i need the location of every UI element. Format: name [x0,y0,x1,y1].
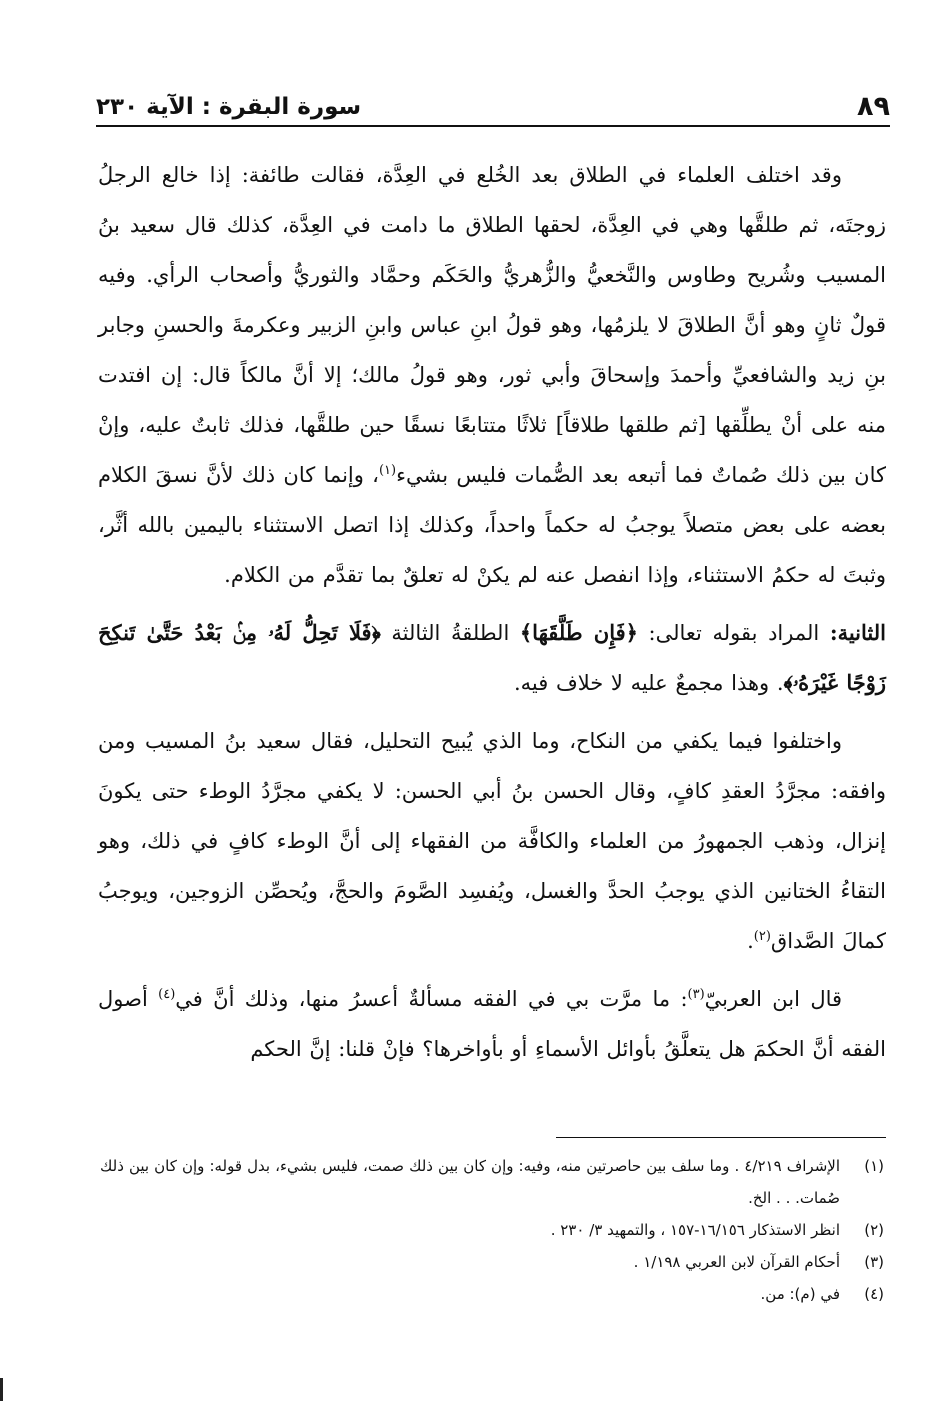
paragraph-2 [98,608,886,708]
paragraph-2-text-a: المراد بقوله تعالى: [637,621,830,645]
quran-quote-1: ﴿فَإِن طَلَّقَهَا﴾ [519,620,638,645]
paragraph-3-text: واختلفوا فيما يكفي من النكاح، وما الذي يُبيح التحليل، فقال سعيد بنُ المسيب ومن وافقه: مجرَّدُ العقدِ كافٍ، وقال الحسن بنُ أبي الحسن: لا يكفي مجرَّدُ الوطء حتى يكونَ إنزال، وذهب الجمهورُ من العلماء والكافَّة من الفقهاء إلى أنَّ الوطء كافٍ في ذلك، وهو التقاءُ الختانين الذي يوجبُ الحدَّ والغسل، ويُفسِد الصَّومَ والحجَّ، ويُحصِّن الزوجين، ويوجبُ كمالَ الصَّداق [98,729,886,953]
paragraph-4-text-b: : ما مرَّت بي في الفقه مسألةٌ أعسرُ منها، وذلك أنَّ في [175,987,688,1011]
paragraph-3 [98,716,886,966]
scan-edge-mark [0,1378,3,1401]
footnotes [100,1150,884,1310]
footnote-number: (١) [864,1157,884,1175]
quran-quote-2: ﴿فَلَا تَحِلُّ لَهُۥ مِنۢ بَعْدُ حَتَّىٰ تَنكِحَ زَوْجًا غَيْرَهُۥ﴾ [98,620,886,695]
page-header [96,78,890,122]
footnote-text: انظر الاستذكار ١٦/١٥٦-١٥٧ ، والتمهيد ٣/ ٢٣٠ . [550,1221,840,1239]
footnote-rule [556,1137,886,1138]
running-head: سورة البقرة : الآية ٢٣٠ [96,94,362,120]
paragraph-4 [98,974,886,1074]
paragraph-2-lead: الثانية: [829,620,886,645]
footnote-text: أحكام القرآن لابن العربي ١/١٩٨ . [633,1253,840,1271]
paragraph-1 [98,150,886,600]
paragraph-2-text-c: . وهذا مجمعٌ عليه لا خلاف فيه. [513,671,784,695]
footnote [100,1150,884,1214]
paragraph-4-text-a: قال ابن العربيّ [704,987,843,1011]
page-number: ٨٩ [857,91,890,122]
paragraph-2-text-b: الطلقةُ الثالثة [380,621,520,645]
footnote-number: (٢) [864,1221,884,1239]
footnote-ref-1: (١) [378,463,397,478]
footnote [100,1278,884,1310]
paragraph-1-tail: ، وإنما كان ذلك لأنَّ نسقَ الكلام بعضه على بعض متصلاً يوجبُ له حكماً واحداً، وكذلك إذا اتصل الاستثناء باليمين بالله أثَّر، وثبتَ له حكمُ الاستثناء، وإذا انفصل عنه لم يكنْ له تعلقٌ بما تقدَّم من الكلام. [98,463,886,587]
footnote-text: الإشراف ٤/٢١٩ . وما سلف بين حاصرتين منه، وفيه: وإن كان بين ذلك صمت، فليس بشيء، بدل قوله: وإن كان بين ذلك صُمات. . . الخ. [100,1157,840,1207]
footnote-ref-2: (٢) [753,929,771,944]
footnote [100,1246,884,1278]
paragraph-1-text: وقد اختلف العلماء في الطلاق بعد الخُلع في العِدَّة، فقالت طائفة: إذا خالع الرجلُ زوجتَه، ثم طلقَّها وهي في العِدَّة، لحقها الطلاق ما دامت في العِدَّة، كذلك قال سعيد بنُ المسيب وشُريح وطاوس والنَّخعيُّ والزُّهريُّ والحَكَم وحمَّاد والثوريُّ وأصحاب الرأي. وفيه قولٌ ثانٍ وهو أنَّ الطلاقَ لا يلزمُها، وهو قولُ ابنِ عباس وابنِ الزبير وعكرمةَ والحسنِ وجابر بنِ زيد والشافعيِّ وأحمدَ وإسحاقَ وأبي ثور، وهو قولُ مالك؛ إلا أنَّ مالكاً قال: إن افتدت منه على أنْ يطلِّقها [ثم طلقها طلاقاً] ثلاثًا متتابعًا نسقًا حين طلقَّها، فذلك ثابتٌ عليه، وإنْ كان بين ذلك صُماتٌ فما أتبعه بعد الصُّمات فليس بشيء [98,163,886,487]
main-text [98,150,886,1074]
footnote-text: في (م): من. [760,1285,840,1303]
footnote-number: (٣) [864,1253,884,1271]
footnote [100,1214,884,1246]
footnote-ref-3: (٣) [687,987,705,1002]
paragraph-4-text-c: أصول الفقه أنَّ الحكمَ هل يتعلَّقُ بأوائل الأسماءِ أو بأواخرها؟ فإنْ قلنا: إنَّ الحكم [98,987,886,1061]
paragraph-3-tail: . [747,929,754,953]
footnote-number: (٤) [864,1285,884,1303]
footnote-ref-4: (٤) [158,987,176,1002]
header-rule [96,125,890,127]
